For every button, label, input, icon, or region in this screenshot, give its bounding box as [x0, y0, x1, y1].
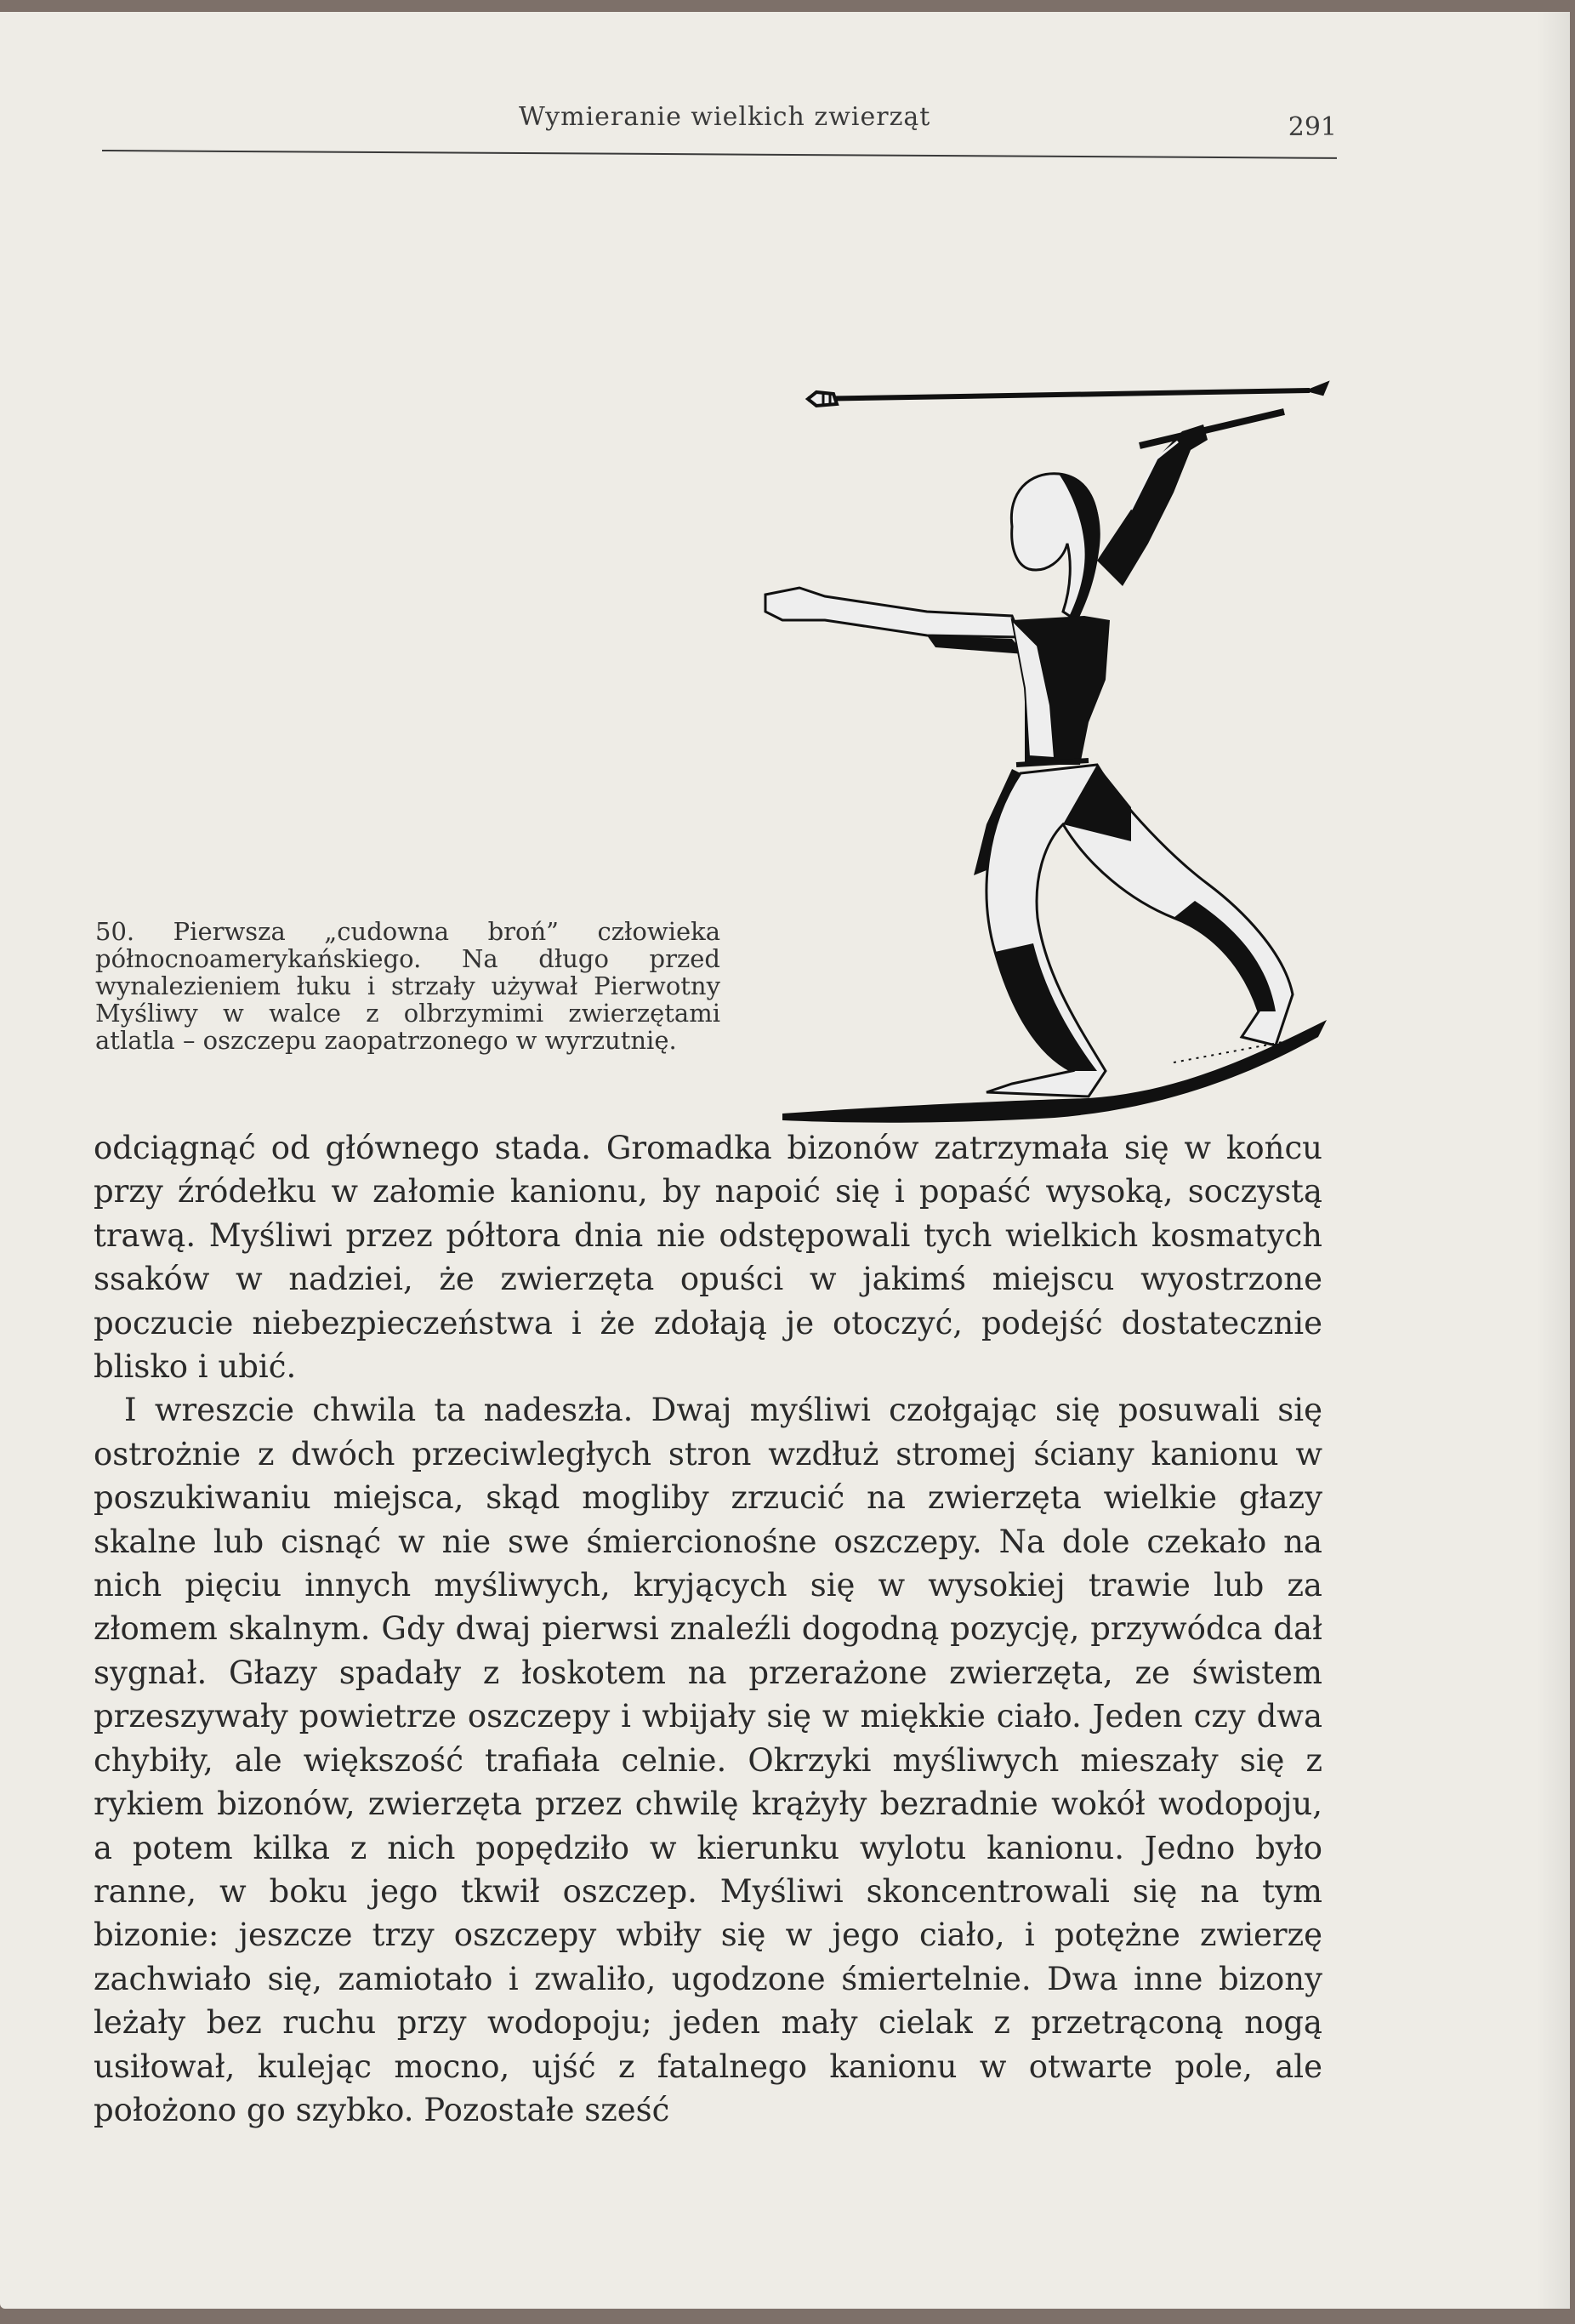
hunter-illustration — [731, 365, 1344, 1131]
body-text — [94, 1126, 1322, 2132]
book-page — [0, 12, 1570, 2309]
running-title: Wymieranie wielkich zwierząt — [519, 102, 931, 132]
spear — [808, 384, 1327, 446]
page-number: 291 — [1288, 112, 1337, 142]
paragraph-2: I wreszcie chwila ta nadeszła. Dwaj myśliwi czołgając się posuwali się ostrożnie z dwóch przeciwległych stron wzdłuż stromej ściany kanionu w poszukiwaniu miejsca, skąd mogliby zrzucić na zwierzęta wielkie głazy skalne lub cisnąć w nie swe śmiercionośne oszczepy. Na dole czekało na nich pięciu innych myśliwych, kryjących się w wysokiej trawie lub za złomem skalnym. Gdy dwaj pierwsi znaleźli dogodną pozycję, przywódca dał sygnał. Głazy spadały z łoskotem na przerażone zwierzęta, ze świstem przeszywały powietrze oszczepy i wbijały się w miękkie ciało. Jeden czy dwa chybiły, ale większość trafiała celnie. Okrzyki myśliwych mieszały się z rykiem bizonów, zwierzęta przez chwilę krążyły bezradnie wokół wodopoju, a potem kilka z nich popędziło w kierunku wylotu kanionu. Jedno było ranne, w boku jego tkwił oszczep. Myśliwi skoncentrowali się na tym bizonie: jeszcze trzy oszczepy wbiły się w jego ciało, i potężne zwierzę zachwiało się, zamiotało i zwaliło, ugodzone śmiertelnie. Dwa inne bizony leżały bez ruchu przy wodopoju; jeden mały cielak z przetrąconą nogą usiłował, kulejąc mocno, ujść z fatalnego kanionu w otwarte pole, ale położono go szybko. Pozostałe sześć — [94, 1392, 1322, 2128]
legs — [987, 765, 1293, 1096]
paragraph-1: odciągnąć od głównego stada. Gromadka bizonów zatrzymała się w końcu przy źródełku w załomie kanionu, by napoić się i popaść wysoką, soczystą trawą. Myśliwi przez półtora dnia nie odstępowali tych wielkich kosmatych ssaków w nadziei, że zwierzęta opuści w jakimś miejscu wyostrzone poczucie niebezpieczeństwa i że zdołają je otoczyć, podejść dostatecznie blisko i ubić. — [94, 1130, 1322, 1386]
header-rule — [102, 150, 1337, 159]
running-header — [102, 97, 1337, 157]
outstretched-arm — [765, 588, 1021, 637]
raised-arm — [1097, 424, 1208, 586]
figure-caption: 50. Pierwsza „cudowna broń” człowieka północnoamerykańskiego. Na długo przed wynalezieniem łuku i strzały używał Pierwotny Myśliwy w walce z olbrzymimi zwierzętami atlatla – oszczepu zaopatrzonego w wyrzutnię. — [95, 917, 720, 1055]
